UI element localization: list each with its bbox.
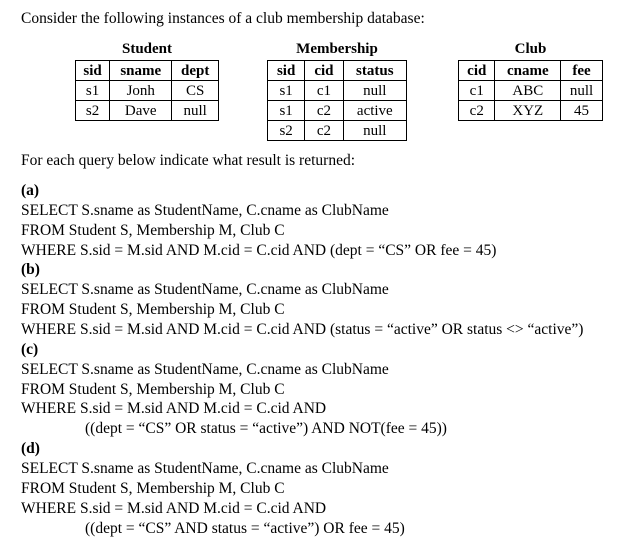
- query-a-from: FROM Student S, Membership M, Club C: [21, 222, 285, 239]
- column-header: fee: [561, 61, 603, 81]
- column-header: sid: [76, 61, 110, 81]
- table-row: [268, 121, 407, 141]
- intro-text: Consider the following instances of a club membership database:: [21, 10, 425, 27]
- column-header: sid: [268, 61, 305, 81]
- table-cell: c1: [459, 81, 495, 101]
- table-cell: null: [343, 81, 406, 101]
- table-row: [459, 81, 603, 101]
- membership-table: [267, 60, 407, 141]
- table-cell: null: [343, 121, 406, 141]
- query-c-from: FROM Student S, Membership M, Club C: [21, 381, 285, 398]
- table-cell: s1: [76, 81, 110, 101]
- membership-table-title: Membership: [296, 41, 378, 57]
- table-cell: Dave: [110, 101, 172, 121]
- table-cell: s2: [268, 121, 305, 141]
- column-header: cid: [305, 61, 343, 81]
- table-cell: c2: [459, 101, 495, 121]
- column-header: cid: [459, 61, 495, 81]
- query-d-label: (d): [21, 440, 40, 457]
- table-cell: s2: [76, 101, 110, 121]
- club-table: [458, 60, 603, 121]
- table-cell: XYZ: [495, 101, 561, 121]
- table-row: [268, 101, 407, 121]
- club-table-title: Club: [514, 41, 547, 57]
- column-header: dept: [172, 61, 219, 81]
- column-header: cname: [495, 61, 561, 81]
- student-table: [75, 60, 219, 121]
- query-d-where: WHERE S.sid = M.sid AND M.cid = C.cid AND: [21, 500, 327, 517]
- question-prompt: For each query below indicate what result is returned:: [21, 152, 355, 169]
- table-cell: s1: [268, 81, 305, 101]
- table-row: [268, 81, 407, 101]
- table-row: [459, 101, 603, 121]
- table-cell: active: [343, 101, 406, 121]
- query-b-from: FROM Student S, Membership M, Club C: [21, 301, 285, 318]
- table-cell: null: [561, 81, 603, 101]
- table-cell: c1: [305, 81, 343, 101]
- query-b-where: WHERE S.sid = M.sid AND M.cid = C.cid AND (status = “active” OR status <> “active”): [21, 321, 584, 338]
- query-a-where: WHERE S.sid = M.sid AND M.cid = C.cid AND (dept = “CS” OR fee = 45): [21, 242, 497, 259]
- query-b-label: (b): [21, 261, 40, 278]
- query-a-label: (a): [21, 182, 40, 199]
- table-cell: c2: [305, 101, 343, 121]
- query-d-where-condition: ((dept = “CS” AND status = “active”) OR fee = 45): [85, 520, 405, 537]
- query-c-select: SELECT S.sname as StudentName, C.cname as ClubName: [21, 361, 389, 378]
- query-c-where: WHERE S.sid = M.sid AND M.cid = C.cid AND: [21, 400, 327, 417]
- table-cell: c2: [305, 121, 343, 141]
- query-a-select: SELECT S.sname as StudentName, C.cname as ClubName: [21, 202, 389, 219]
- column-header: sname: [110, 61, 172, 81]
- student-table-title: Student: [121, 41, 173, 57]
- query-d-from: FROM Student S, Membership M, Club C: [21, 480, 285, 497]
- column-header: status: [343, 61, 406, 81]
- table-row: [76, 81, 219, 101]
- query-c-where-condition: ((dept = “CS” OR status = “active”) AND NOT(fee = 45)): [85, 420, 447, 437]
- table-cell: s1: [268, 101, 305, 121]
- table-row: [76, 101, 219, 121]
- table-cell: ABC: [495, 81, 561, 101]
- query-d-select: SELECT S.sname as StudentName, C.cname as ClubName: [21, 460, 389, 477]
- query-b-select: SELECT S.sname as StudentName, C.cname as ClubName: [21, 281, 389, 298]
- table-cell: null: [172, 101, 219, 121]
- table-cell: Jonh: [110, 81, 172, 101]
- query-c-label: (c): [21, 341, 39, 358]
- table-cell: 45: [561, 101, 603, 121]
- table-cell: CS: [172, 81, 219, 101]
